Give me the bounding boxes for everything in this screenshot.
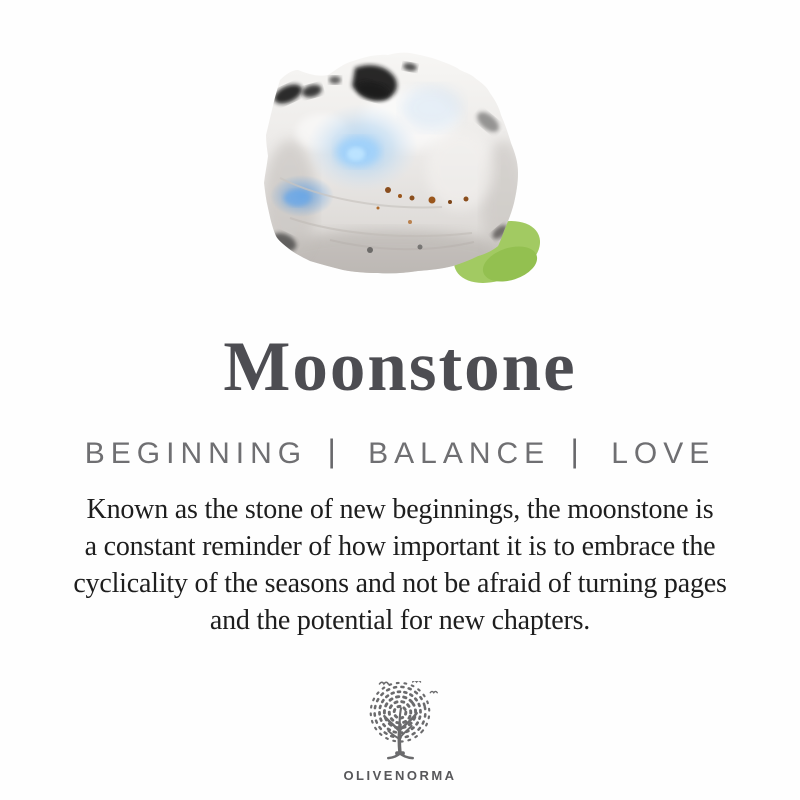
- description-line: a constant reminder of how important it is to embrace the: [84, 531, 716, 562]
- keyword-beginning: BEGINNING: [84, 437, 308, 470]
- keyword-separator: |: [570, 433, 585, 469]
- tree-with-birds-icon: [356, 681, 444, 763]
- description-line: Known as the stone of new beginnings, the moonstone is: [86, 494, 714, 525]
- keyword-separator: |: [327, 433, 342, 469]
- keyword-love: LOVE: [611, 437, 716, 470]
- brand-name: OLIVENORMA: [343, 768, 457, 783]
- moonstone-photo: [260, 50, 540, 286]
- page-title: Moonstone: [223, 328, 577, 406]
- description-line: cyclicality of the seasons and not be afraid of turning pages: [73, 568, 727, 599]
- keywords-line: [85, 434, 715, 472]
- description-line: and the potential for new chapters.: [209, 605, 591, 636]
- brand-logo: [343, 681, 456, 783]
- keyword-balance: BALANCE: [368, 437, 551, 470]
- description-paragraph: [73, 491, 726, 639]
